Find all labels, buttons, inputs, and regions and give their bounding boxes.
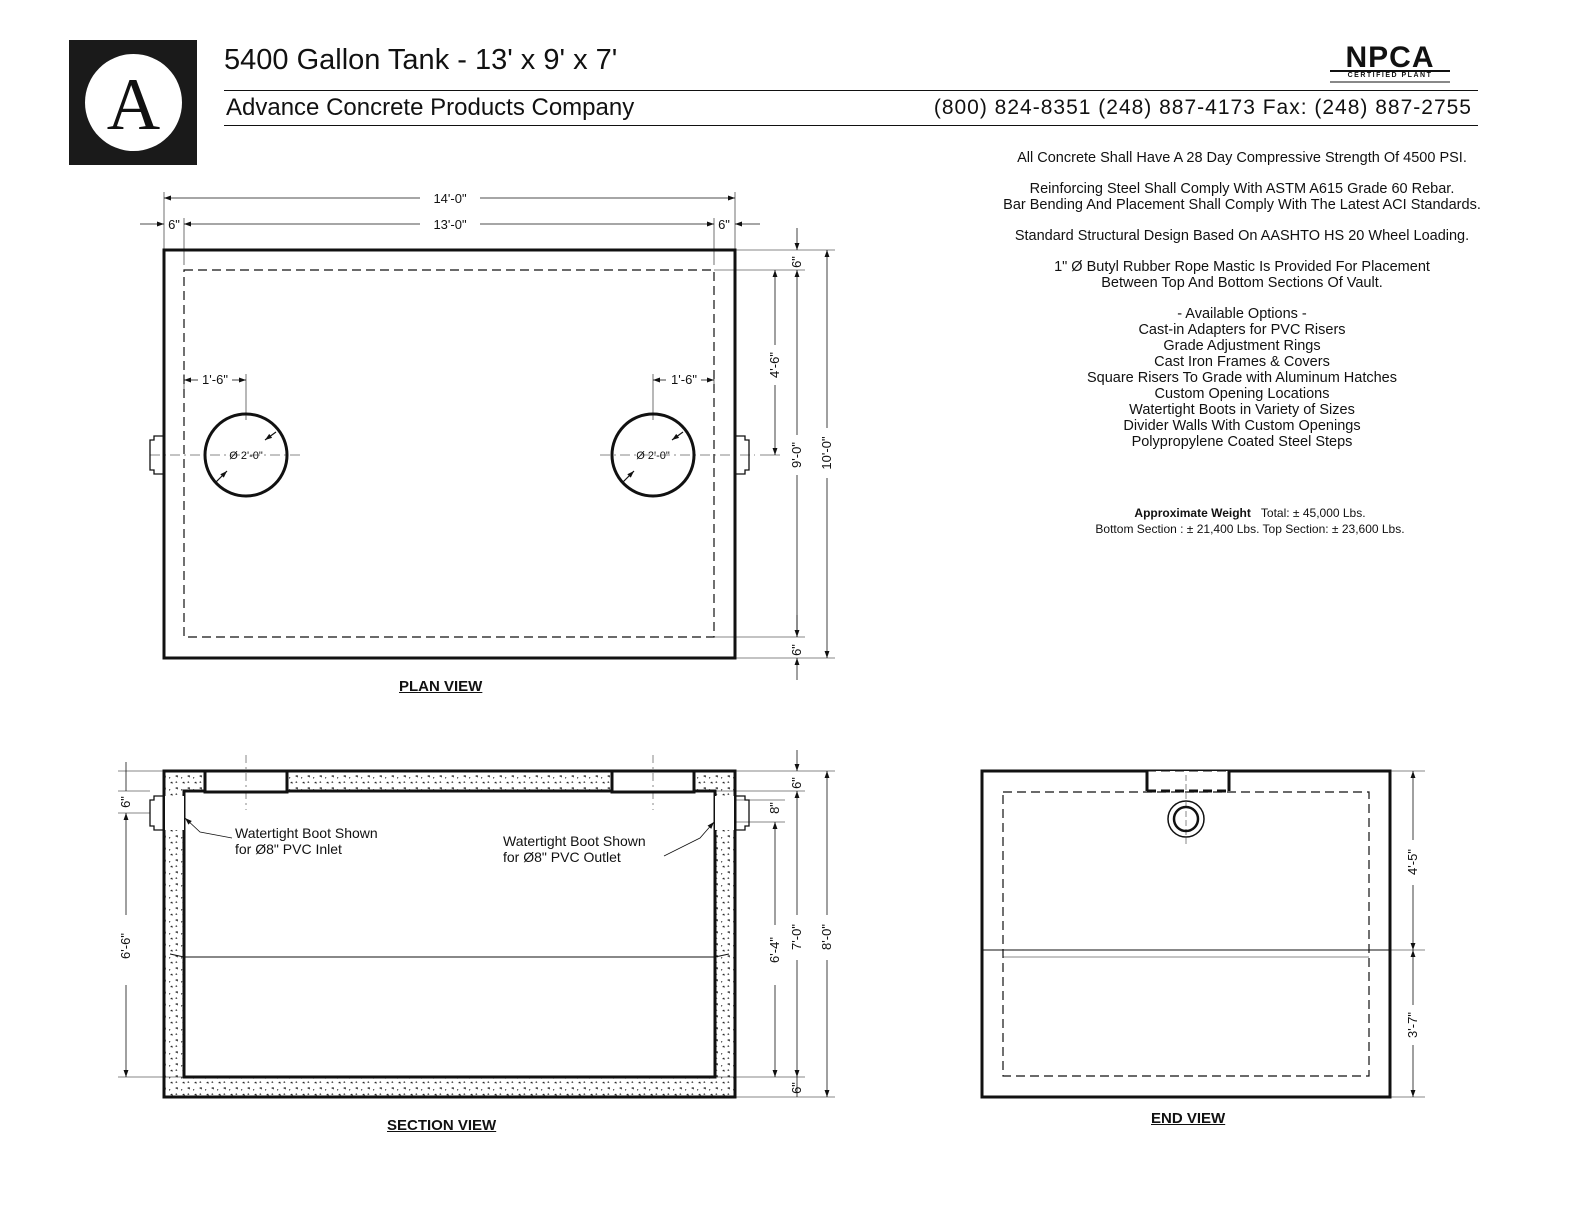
section-view-caption: SECTION VIEW bbox=[387, 1117, 497, 1134]
note-strength: All Concrete Shall Have A 28 Day Compressive Strength Of 4500 PSI. bbox=[1017, 150, 1467, 166]
option-item: Watertight Boots in Variety of Sizes bbox=[1129, 402, 1355, 418]
end-dim-bottom-section: 3'-7" bbox=[1405, 1012, 1420, 1038]
plan-opening-right-label: Ø 2'-0" bbox=[636, 450, 670, 462]
plan-dim-to-center: 4'-6" bbox=[767, 352, 782, 378]
boot-outlet-line-1: Watertight Boot Shown bbox=[503, 833, 646, 849]
section-dim-left-top: 6" bbox=[118, 796, 133, 808]
section-dim-overall-height: 8'-0" bbox=[819, 924, 834, 950]
plan-view bbox=[140, 192, 835, 680]
plan-dim-overall-length: 14'-0" bbox=[433, 191, 467, 206]
plan-opening-left-label: Ø 2'-0" bbox=[229, 450, 263, 462]
weight-label: Approximate Weight bbox=[1134, 506, 1251, 520]
section-dim-inside-height: 7'-0" bbox=[789, 924, 804, 950]
npca-wordmark: NPCA bbox=[1345, 41, 1435, 74]
weight-sections: Bottom Section : ± 21,400 Lbs. Top Section: ± 23,600 Lbs. bbox=[1095, 522, 1405, 536]
drawing-title: 5400 Gallon Tank - 13' x 9' x 7' bbox=[224, 44, 618, 76]
boot-inlet-line-1: Watertight Boot Shown bbox=[235, 825, 378, 841]
npca-subtitle: CERTIFIED PLANT bbox=[1347, 72, 1433, 79]
option-item: Grade Adjustment Rings bbox=[1163, 338, 1321, 354]
section-dim-invert: 6'-6" bbox=[118, 933, 133, 959]
plan-dim-offset-right: 1'-6" bbox=[671, 372, 697, 387]
plan-dim-wall-right: 6" bbox=[718, 217, 730, 232]
plan-dim-wall-bottom: 6" bbox=[789, 644, 804, 656]
section-dim-below-pipe: 6'-4" bbox=[767, 937, 782, 963]
boot-outlet-line-2: for Ø8" PVC Outlet bbox=[503, 849, 621, 865]
option-item: Cast Iron Frames & Covers bbox=[1154, 354, 1330, 370]
company-name: Advance Concrete Products Company bbox=[226, 94, 635, 121]
note-steel-1: Reinforcing Steel Shall Comply With ASTM A615 Grade 60 Rebar. bbox=[1029, 181, 1455, 197]
weight-total: Total: ± 45,000 Lbs. bbox=[1260, 506, 1366, 520]
note-mastic-2: Between Top And Bottom Sections Of Vault. bbox=[1101, 275, 1383, 291]
end-view bbox=[982, 771, 1425, 1097]
section-dim-top-slab: 6" bbox=[789, 777, 804, 789]
plan-dim-overall-width: 10'-0" bbox=[819, 436, 834, 470]
plan-dim-inside-length: 13'-0" bbox=[433, 217, 467, 232]
section-dim-floor: 6" bbox=[789, 1082, 804, 1094]
option-item: Cast-in Adapters for PVC Risers bbox=[1138, 322, 1346, 338]
option-item: Polypropylene Coated Steel Steps bbox=[1131, 434, 1353, 450]
options-heading: - Available Options - bbox=[1177, 306, 1307, 322]
option-item: Divider Walls With Custom Openings bbox=[1123, 418, 1361, 434]
plan-dim-wall-top: 6" bbox=[789, 256, 804, 268]
logo-letter: A bbox=[106, 63, 161, 146]
end-view-labels bbox=[1405, 849, 1420, 1038]
section-dim-pipe: 8" bbox=[767, 802, 782, 814]
plan-dim-wall-left: 6" bbox=[168, 217, 180, 232]
plan-dim-inside-width: 9'-0" bbox=[789, 442, 804, 468]
note-design: Standard Structural Design Based On AASHTO HS 20 Wheel Loading. bbox=[1014, 228, 1470, 244]
note-mastic-1: 1" Ø Butyl Rubber Rope Mastic Is Provided For Placement bbox=[1054, 259, 1430, 275]
plan-view-caption: PLAN VIEW bbox=[399, 678, 483, 695]
end-view-caption: END VIEW bbox=[1151, 1110, 1226, 1127]
contact-numbers: (800) 824-8351 (248) 887-4173 Fax: (248) 887-2755 bbox=[933, 96, 1472, 119]
boot-inlet-line-2: for Ø8" PVC Inlet bbox=[235, 841, 342, 857]
plan-dim-offset-left: 1'-6" bbox=[202, 372, 228, 387]
section-view bbox=[118, 750, 835, 1097]
option-item: Square Risers To Grade with Aluminum Hatches bbox=[1086, 370, 1397, 386]
end-dim-top-section: 4'-5" bbox=[1405, 849, 1420, 875]
option-item: Custom Opening Locations bbox=[1154, 386, 1330, 402]
note-steel-2: Bar Bending And Placement Shall Comply With The Latest ACI Standards. bbox=[1003, 197, 1481, 213]
